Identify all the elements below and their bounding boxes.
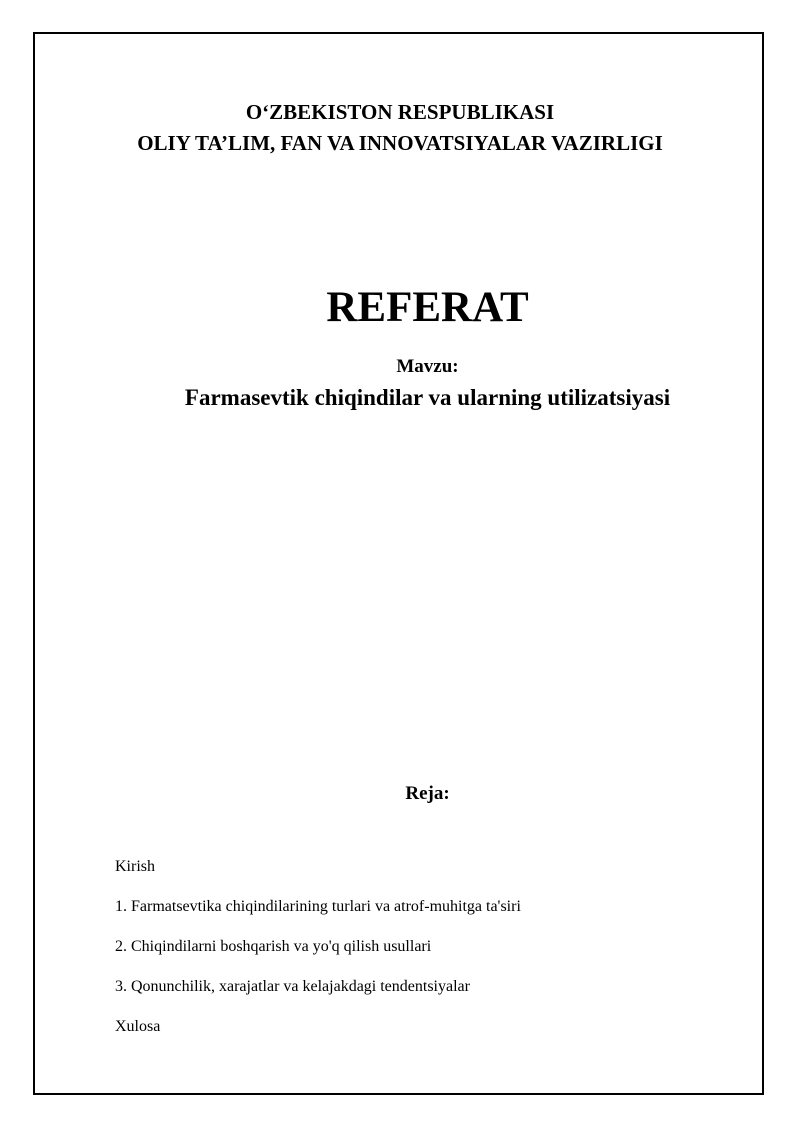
plan-list bbox=[115, 857, 521, 1057]
plan-item-3: 3. Qonunchilik, xarajatlar va kelajakdagi tendentsiyalar bbox=[115, 978, 470, 995]
document-type-title: REFERAT bbox=[326, 284, 529, 331]
topic-label: Mavzu: bbox=[396, 356, 459, 377]
ministry-header-country: O‘ZBEKISTON RESPUBLIKASI bbox=[245, 100, 555, 124]
plan-item-2: 2. Chiqindilarni boshqarish va yo'q qilish usullari bbox=[115, 938, 432, 955]
plan-item-conclusion: Xulosa bbox=[115, 1018, 161, 1035]
plan-item-1: 1. Farmatsevtika chiqindilarining turlari va atrof-muhitga ta'siri bbox=[115, 898, 521, 915]
ministry-header-name: OLIY TA’LIM, FAN VA INNOVATSIYALAR VAZIRLIGI bbox=[137, 131, 663, 155]
plan-item-introduction: Kirish bbox=[115, 858, 155, 875]
plan-label: Reja: bbox=[405, 783, 450, 804]
topic-title: Farmasevtik chiqindilar va ularning utilizatsiyasi bbox=[184, 385, 671, 410]
